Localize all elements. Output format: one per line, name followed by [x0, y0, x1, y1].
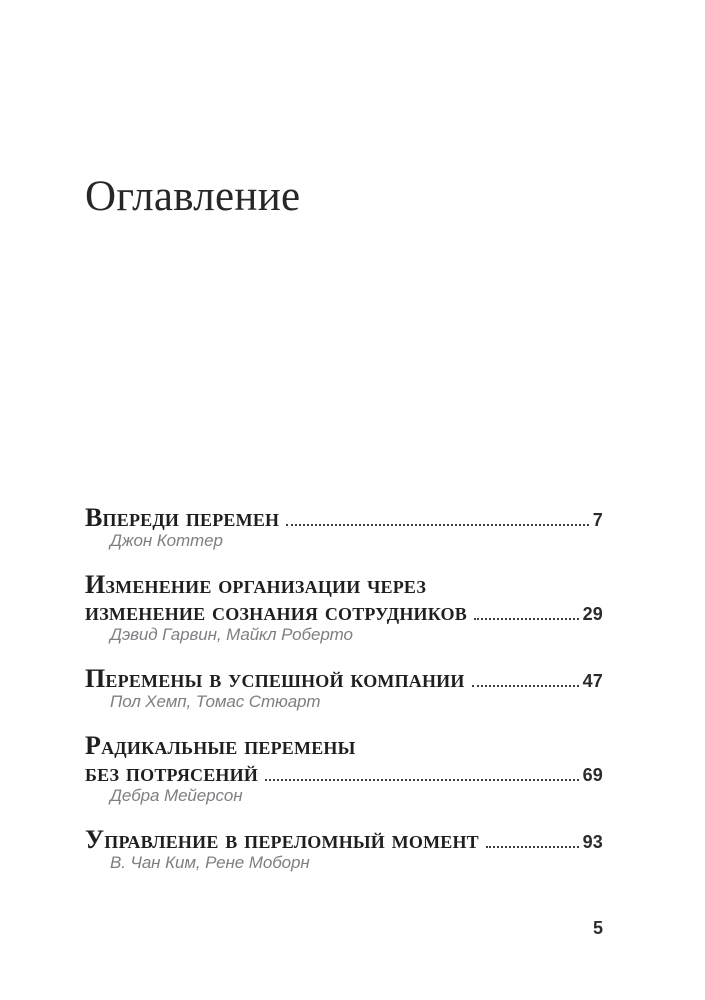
toc-entry-page-number: 7: [592, 510, 603, 530]
toc-entry-page-number: 47: [582, 671, 603, 691]
toc-entry-title-line1: Радикальные перемены: [85, 731, 356, 760]
folio-page-number: 5: [592, 918, 603, 938]
toc-entry-title-line2: без потрясений: [85, 758, 259, 787]
toc-entry-authors: В. Чан Ким, Рене Моборн: [110, 853, 310, 872]
toc-entry-title-row: [85, 826, 603, 853]
table-of-contents: [85, 504, 603, 893]
toc-entry-authors: Дэвид Гарвин, Майкл Роберто: [110, 625, 353, 644]
toc-entry-title-row: [85, 665, 603, 692]
toc-entry: [85, 826, 603, 873]
toc-entry-title: Перемены в успешной компании: [85, 664, 465, 693]
dotted-leader: [286, 524, 589, 526]
toc-entry-title-row: [85, 504, 603, 531]
toc-entry: [85, 665, 603, 712]
toc-entry: [85, 571, 603, 645]
dotted-leader: [474, 618, 579, 620]
dotted-leader: [486, 846, 579, 848]
toc-entry: [85, 732, 603, 806]
toc-entry-title: Впереди перемен: [85, 503, 280, 532]
page-title: Оглавление: [85, 173, 301, 220]
toc-entry-title: Управление в переломный момент: [85, 825, 479, 854]
toc-entry-title-row: [85, 759, 603, 786]
toc-entry-page-number: 69: [582, 765, 603, 785]
toc-entry-title-row: [85, 598, 603, 625]
toc-entry-authors: Джон Коттер: [110, 531, 223, 550]
toc-entry-page-number: 29: [582, 604, 603, 624]
toc-entry-authors: Дебра Мейерсон: [110, 786, 243, 805]
dotted-leader: [265, 779, 579, 781]
toc-entry-authors: Пол Хемп, Томас Стюарт: [110, 692, 321, 711]
dotted-leader: [472, 685, 579, 687]
toc-entry-title-line1: Изменение организации через: [85, 570, 427, 599]
toc-entry: [85, 504, 603, 551]
toc-entry-title-line2: изменение сознания сотрудников: [85, 597, 467, 626]
toc-entry-page-number: 93: [582, 832, 603, 852]
